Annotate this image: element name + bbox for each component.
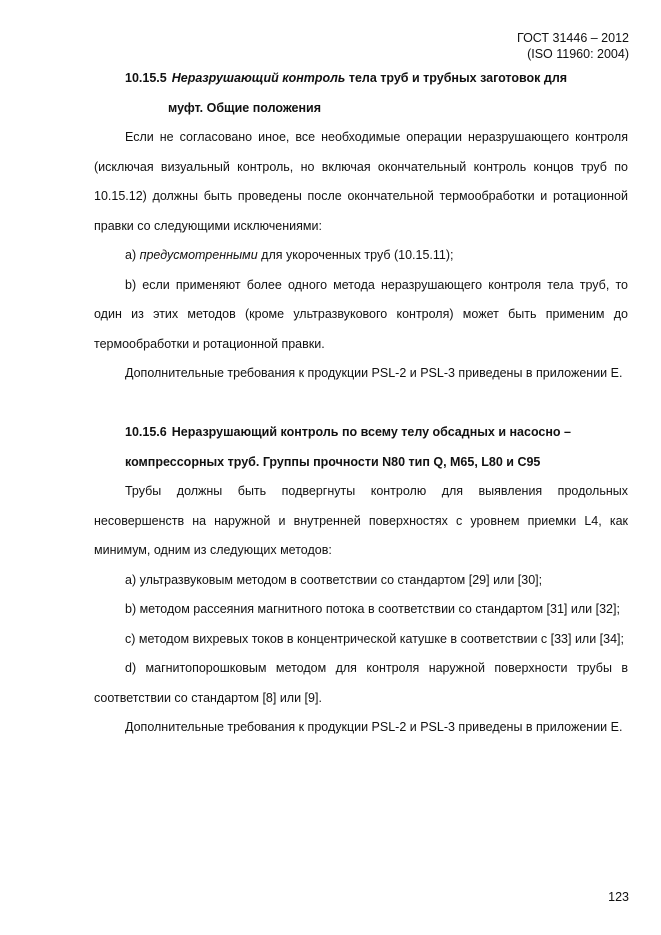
- paragraph-additional-requirements: Дополнительные требования к продукции PSL-2 и PSL-3 приведены в приложении Е.: [125, 366, 623, 380]
- section-title-rest: тела труб и трубных заготовок для: [345, 71, 568, 85]
- section-heading-continuation: муфт. Общие положения: [168, 100, 322, 115]
- iso-reference: (ISO 11960: 2004): [527, 47, 629, 61]
- paragraph: Трубы должны быть подвергнуты контролю для выявления продольных несовершенств на наружной и внутренней поверхностях с уровнем приемки L4, как минимум, одним из следующих методов:: [94, 484, 628, 557]
- section-heading-10-15-5: [94, 64, 628, 94]
- document-header: [517, 30, 629, 62]
- list-item-d: d) магнитопорошковым методом для контроля наружной поверхности трубы в соответствии со стандартом [8] или [9].: [94, 661, 628, 705]
- page-number: 123: [608, 890, 629, 904]
- section-number: 10.15.6: [125, 425, 167, 439]
- list-item-a: а) предусмотренными для укороченных труб (10.15.11);: [125, 248, 454, 262]
- list-item-b: b) если применяют более одного метода неразрушающего контроля тела труб, то один из этих методов (кроме ультразвукового контроля) может быть применим до термообработки и ротационной правки.: [94, 277, 628, 351]
- section-title-italic: Неразрушающий контроль: [171, 71, 346, 85]
- section-heading-continuation: компрессорных труб. Группы прочности N80 тип Q, M65, L80 и C95: [125, 454, 541, 469]
- list-item-c: c) методом вихревых токов в концентрической катушке в соответствии с [33] или [34];: [125, 631, 624, 646]
- section-title: Неразрушающий контроль по всему телу обсадных и насосно –: [171, 425, 571, 439]
- page-content: [94, 64, 628, 743]
- standard-code: ГОСТ 31446 – 2012: [517, 31, 629, 45]
- paragraph-additional-requirements: Дополнительные требования к продукции PSL-2 и PSL-3 приведены в приложении Е.: [125, 720, 623, 734]
- section-number: 10.15.5: [125, 71, 167, 85]
- spacer: [94, 389, 628, 419]
- paragraph: Если не согласовано иное, все необходимые операции неразрушающего контроля (исключая визуальный контроль, но включая окончательный контроль концов труб по 10.15.12) должны быть проведены после окончательной термообработки и ротационной правки со следующими исключениями:: [94, 130, 628, 233]
- list-item-b: b) методом рассеяния магнитного потока в соответствии со стандартом [31] или [32];: [125, 602, 620, 616]
- emphasis: предусмотренными: [139, 248, 258, 262]
- list-item-a: а) ультразвуковым методом в соответствии со стандартом [29] или [30];: [125, 572, 543, 587]
- section-heading-10-15-6: [94, 418, 628, 448]
